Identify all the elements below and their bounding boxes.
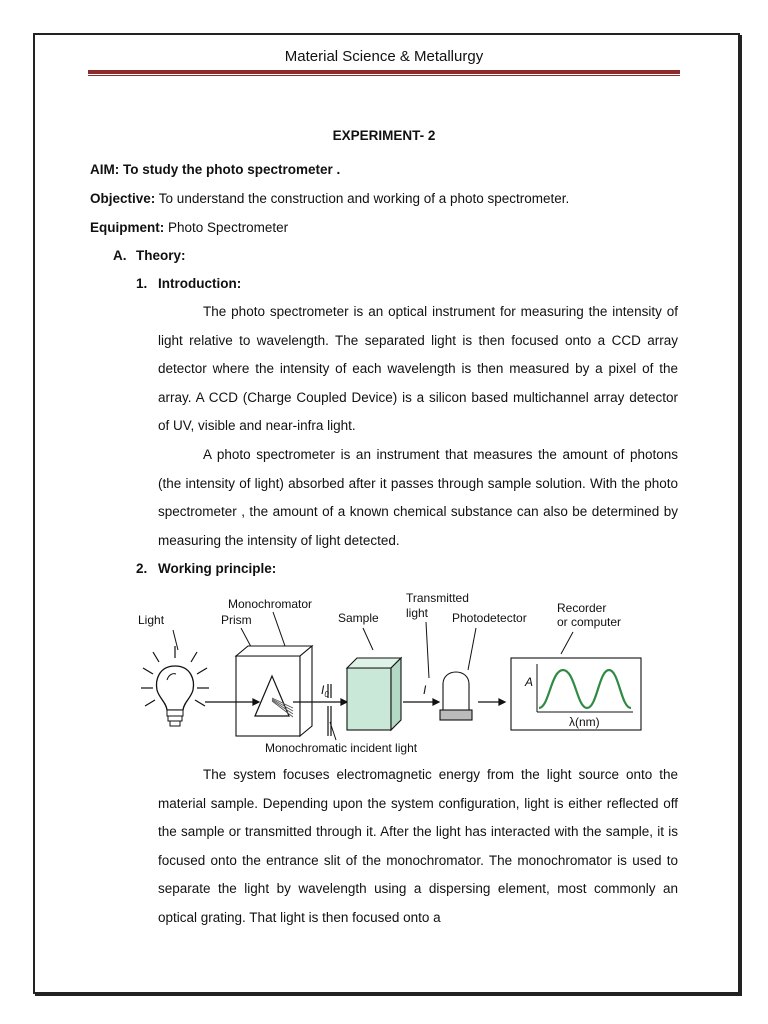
working-heading: Working principle: [158, 561, 277, 576]
theory-heading: Theory: [136, 248, 186, 263]
page-header-title: Material Science & Metallurgy [284, 48, 484, 65]
working-marker: 2. [136, 561, 148, 576]
graph-axis-x: λ(nm) [569, 715, 600, 729]
working-body [158, 761, 678, 933]
label-recorder-1: Recorder [557, 601, 607, 615]
label-monochromator: Monochromator [228, 597, 313, 611]
header-rule-thin [88, 75, 680, 76]
label-prism: Prism [221, 613, 252, 627]
spectrometer-diagram [133, 588, 648, 758]
equipment-text: Photo Spectrometer [168, 220, 289, 235]
label-sample: Sample [338, 611, 379, 625]
label-photodetector: Photodetector [452, 611, 527, 625]
header-rule-thick [88, 70, 680, 74]
label-recorder-2: or computer [557, 615, 622, 629]
objective-label: Objective: [90, 191, 156, 206]
graph-axis-a: A [525, 675, 534, 689]
label-i: I [423, 683, 427, 697]
label-monochromatic: Monochromatic incident light [265, 741, 418, 755]
aim-text: To study the photo spectrometer . [123, 162, 341, 177]
label-i0: $I_0$ [321, 683, 329, 699]
intro-body [158, 298, 678, 555]
equipment-line [90, 214, 288, 243]
photodetector-icon [440, 672, 472, 720]
sample-cuvette [347, 658, 401, 730]
intro-paragraph-1: The photo spectrometer is an optical instrument for measuring the intensity of light relative to wavelength. The separated light is then focused onto a CCD array detector where the intensity of each wavelength is then measured by a pixel of the array. A CCD (Charge Coupled Device) is a silicon based multichannel array detector of UV, visible and near-infra light. [158, 304, 678, 434]
intro-marker: 1. [136, 276, 148, 291]
objective-line [90, 185, 569, 214]
working-paragraph-1: The system focuses electromagnetic energy from the light source onto the material sample. Depending upon the system configuration, light is either reflected off the sample or transmitted through it. After the light has interacted with the sample, it is focused onto the entrance slit of the monochromator. The monochromator is used to separate the light by wavelength using a dispersing element, most commonly an optical grating. That light is then focused onto a [158, 767, 678, 925]
aim-label: AIM: [90, 162, 120, 177]
recorder-graph [511, 658, 641, 730]
objective-text: To understand the construction and working of a photo spectrometer. [158, 191, 570, 206]
intro-paragraph-2: A photo spectrometer is an instrument that measures the amount of photons (the intensity of light) absorbed after it passes through sample solution. With the photo spectrometer , the amount of a known chemical substance can also be determined by measuring the intensity of light detected. [158, 446, 678, 548]
label-transmitted-2: light [406, 606, 429, 620]
label-transmitted-1: Transmitted [406, 591, 469, 605]
experiment-title: EXPERIMENT- 2 [332, 128, 436, 143]
intro-heading: Introduction: [158, 276, 242, 291]
label-light: Light [138, 613, 165, 627]
theory-marker: A. [113, 248, 127, 263]
light-bulb-icon [141, 646, 209, 726]
aim-line [90, 156, 340, 185]
equipment-label: Equipment: [90, 220, 165, 235]
